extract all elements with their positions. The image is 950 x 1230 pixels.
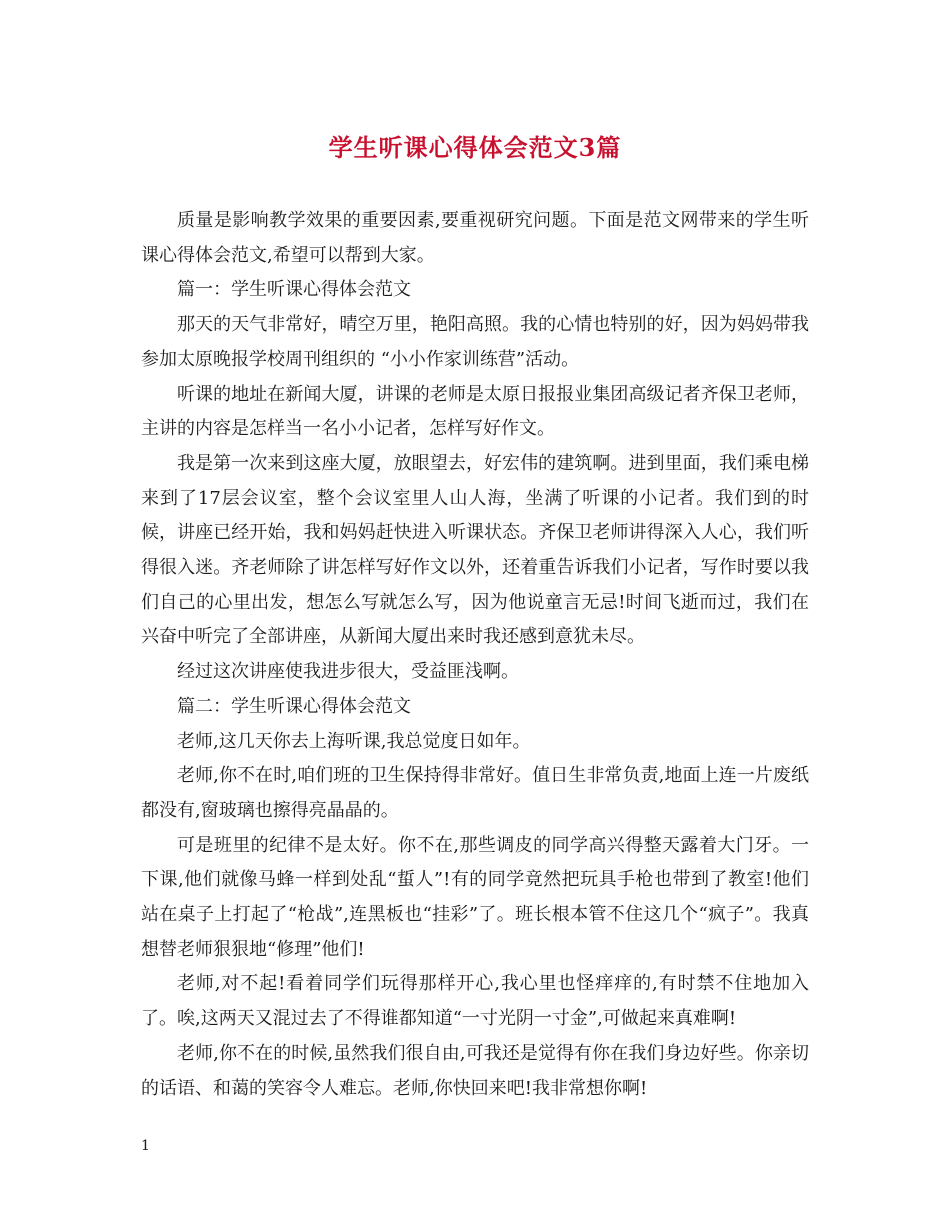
paragraph: 老师,对不起!看着同学们玩得那样开心,我心里也怪痒痒的,有时禁不住地加入了。唉,这两天又混过去了不得谁都知道“一寸光阴一寸金”,可做起来真难啊! bbox=[141, 973, 809, 1030]
paragraph: 听课的地址在新闻大厦，讲课的老师是太原日报报业集团高级记者齐保卫老师，主讲的内容是怎样当一名小小记者，怎样写好作文。 bbox=[141, 383, 809, 440]
paragraph: 经过这次讲座使我进步很大，受益匪浅啊。 bbox=[177, 661, 519, 683]
paragraph: 那天的天气非常好，晴空万里，艳阳高照。我的心情也特别的好，因为妈妈带我参加太原晚报学校周刊组织的 “小小作家训练营”活动。 bbox=[141, 314, 809, 370]
paragraph: 老师,这几天你去上海听课,我总觉度日如年。 bbox=[177, 730, 531, 752]
paragraph-intro: 质量是影响教学效果的重要因素,要重视研究问题。下面是范文网带来的学生听课心得体会范文,希望可以帮到大家。 bbox=[141, 210, 809, 266]
section-heading-2: 篇二：学生听课心得体会范文 bbox=[177, 695, 411, 717]
document-title: 学生听课心得体会范文3篇 bbox=[328, 133, 622, 162]
section-heading-1: 篇一：学生听课心得体会范文 bbox=[177, 279, 411, 301]
paragraph: 我是第一次来到这座大厦，放眼望去，好宏伟的建筑啊。进到里面，我们乘电梯来到了17层会议室，整个会议室里人山人海，坐满了听课的小记者。我们到的时候，讲座已经开始，我和妈妈赶快进入听课状态。齐保卫老师讲得深入人心，我们听得很入迷。齐老师除了讲怎样写好作文以外，还着重告诉我们小记者，写作时要以我们自己的心里出发，想怎么写就怎么写，因为他说童言无忌!时间飞逝而过，我们在兴奋中听完了全部讲座，从新闻大厦出来时我还感到意犹未尽。 bbox=[141, 452, 809, 648]
paragraph: 可是班里的纪律不是太好。你不在,那些调皮的同学高兴得整天露着大门牙。一下课,他们就像马蜂一样到处乱“蜇人”!有的同学竟然把玩具手枪也带到了教室!他们站在桌子上打起了“枪战”,连黑板也“挂彩”了。班长根本管不住这几个“疯子”。我真想替老师狠狠地“修理”他们! bbox=[141, 834, 809, 960]
paragraph: 老师,你不在的时候,虽然我们很自由,可我还是觉得有你在我们身边好些。你亲切的话语、和蔼的笑容令人难忘。老师,你快回来吧!我非常想你啊! bbox=[141, 1042, 809, 1099]
document-body bbox=[141, 204, 809, 1106]
page-number: 1 bbox=[141, 1138, 150, 1154]
paragraph: 老师,你不在时,咱们班的卫生保持得非常好。值日生非常负责,地面上连一片废纸都没有,窗玻璃也擦得亮晶晶的。 bbox=[141, 765, 809, 821]
